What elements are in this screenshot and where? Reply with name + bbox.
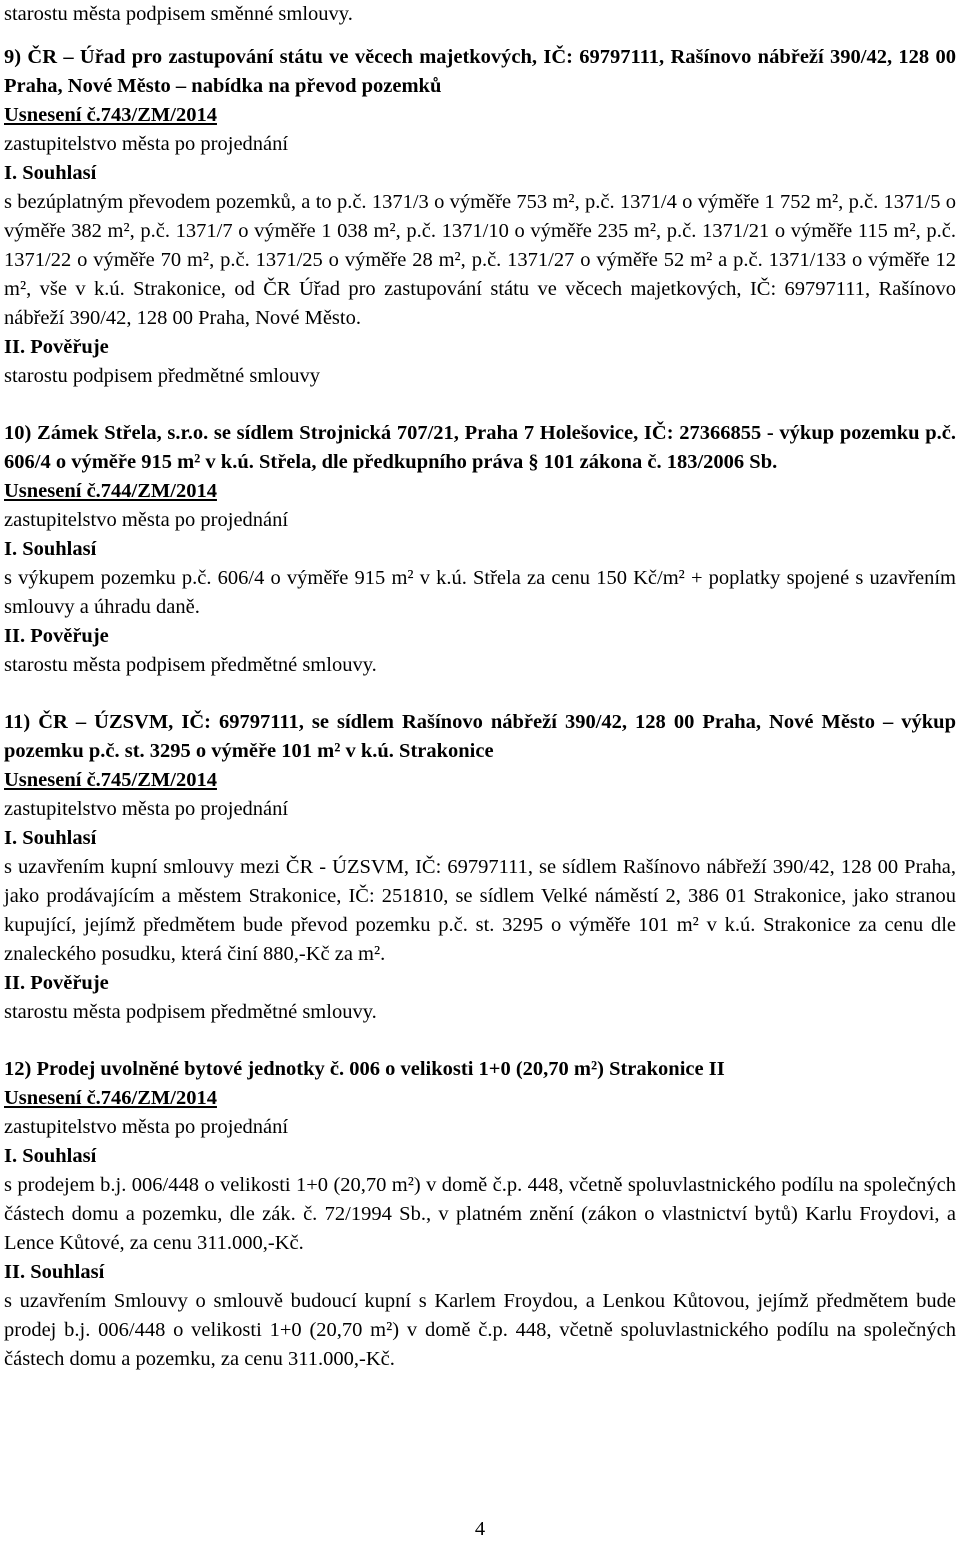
- section-heading: 10) Zámek Střela, s.r.o. se sídlem Strojnická 707/21, Praha 7 Holešovice, IČ: 27366855 - výkup pozemku p.č. 606/4 o výměře 915 m² v k.ú. Střela, dle předkupního práva § 101 zákona č. 183/2006 Sb.: [4, 422, 956, 473]
- resolution-number: Usnesení č.743/ZM/2014: [4, 104, 217, 126]
- council-statement: zastupitelstvo města po projednání: [4, 798, 289, 820]
- point-heading: I. Souhlasí: [4, 538, 97, 560]
- section-12: [4, 1055, 956, 1374]
- council-statement: zastupitelstvo města po projednání: [4, 1116, 289, 1138]
- point-heading: II. Pověřuje: [4, 972, 109, 994]
- resolution-number: Usnesení č.746/ZM/2014: [4, 1087, 217, 1109]
- point-heading: II. Pověřuje: [4, 625, 109, 647]
- point-text: starostu města podpisem předmětné smlouvy.: [4, 1001, 377, 1023]
- section-heading: 12) Prodej uvolněné bytové jednotky č. 006 o velikosti 1+0 (20,70 m²) Strakonice II: [4, 1058, 725, 1080]
- intro-text: starostu města podpisem směnné smlouvy.: [4, 3, 353, 25]
- point-heading: II. Pověřuje: [4, 336, 109, 358]
- point-text: starostu podpisem předmětné smlouvy: [4, 365, 320, 387]
- resolution-number: Usnesení č.744/ZM/2014: [4, 480, 217, 502]
- section-9: [4, 43, 956, 391]
- page-number: 4: [474, 1518, 486, 1540]
- point-text: s bezúplatným převodem pozemků, a to p.č. 1371/3 o výměře 753 m², p.č. 1371/4 o výměře 1 752 m², p.č. 1371/5 o výměře 382 m², p.č. 1371/7 o výměře 1 038 m², p.č. 1371/10 o výměře 235 m², p.č. 1371/21 o výměře 115 m², p.č. 1371/22 o výměře 70 m², p.č. 1371/25 o výměře 28 m², p.č. 1371/27 o výměře 52 m² a p.č. 1371/133 o výměře 12 m², vše v k.ú. Strakonice, od ČR Úřad pro zastupování státu ve věcech majetkových, IČ: 69797111, Rašínovo nábřeží 390/42, 128 00 Praha, Nové Město.: [4, 191, 956, 329]
- council-statement: zastupitelstvo města po projednání: [4, 509, 289, 531]
- point-text: starostu města podpisem předmětné smlouvy.: [4, 654, 377, 676]
- section-11: [4, 708, 956, 1027]
- point-text: s uzavřením kupní smlouvy mezi ČR - ÚZSVM, IČ: 69797111, se sídlem Rašínovo nábřeží 390/42, 128 00 Praha, jako prodávajícím a městem Strakonice, IČ: 251810, se sídlem Velké náměstí 2, 386 01 Strakonice, jako stranou kupující, jejímž předmětem bude převod pozemku p.č. st. 3295 o výměře 101 m² v k.ú. Strakonice za cenu dle znaleckého posudku, která činí 880,-Kč za m².: [4, 856, 956, 965]
- point-heading: I. Souhlasí: [4, 827, 97, 849]
- section-heading: 9) ČR – Úřad pro zastupování státu ve věcech majetkových, IČ: 69797111, Rašínovo nábřeží 390/42, 128 00 Praha, Nové Město – nabídka na převod pozemků: [4, 46, 956, 97]
- point-text: s výkupem pozemku p.č. 606/4 o výměře 915 m² v k.ú. Střela za cenu 150 Kč/m² + poplatky spojené s uzavřením smlouvy a úhradu daně.: [4, 567, 956, 618]
- council-statement: zastupitelstvo města po projednání: [4, 133, 289, 155]
- point-text: s uzavřením Smlouvy o smlouvě budoucí kupní s Karlem Froydou, a Lenkou Kůtovou, jejímž předmětem bude prodej b.j. 006/448 o velikosti 1+0 (20,70 m²) v domě č.p. 448, včetně spoluvlastnického podílu na společných částech domu a pozemku, za cenu 311.000,-Kč.: [4, 1290, 956, 1370]
- point-heading: I. Souhlasí: [4, 1145, 97, 1167]
- resolution-number: Usnesení č.745/ZM/2014: [4, 769, 217, 791]
- point-text: s prodejem b.j. 006/448 o velikosti 1+0 (20,70 m²) v domě č.p. 448, včetně spoluvlastnického podílu na společných částech domu a pozemku, dle zák. č. 72/1994 Sb., v platném znění (zákon o vlastnictví bytů) Karlu Froydovi, a Lence Kůtové, za cenu 311.000,-Kč.: [4, 1174, 956, 1254]
- section-heading: 11) ČR – ÚZSVM, IČ: 69797111, se sídlem Rašínovo nábřeží 390/42, 128 00 Praha, Nové Město – výkup pozemku p.č. st. 3295 o výměře 101 m² v k.ú. Strakonice: [4, 711, 956, 762]
- section-10: [4, 419, 956, 680]
- point-heading: I. Souhlasí: [4, 162, 97, 184]
- point-heading: II. Souhlasí: [4, 1261, 105, 1283]
- document-body: [4, 0, 956, 1374]
